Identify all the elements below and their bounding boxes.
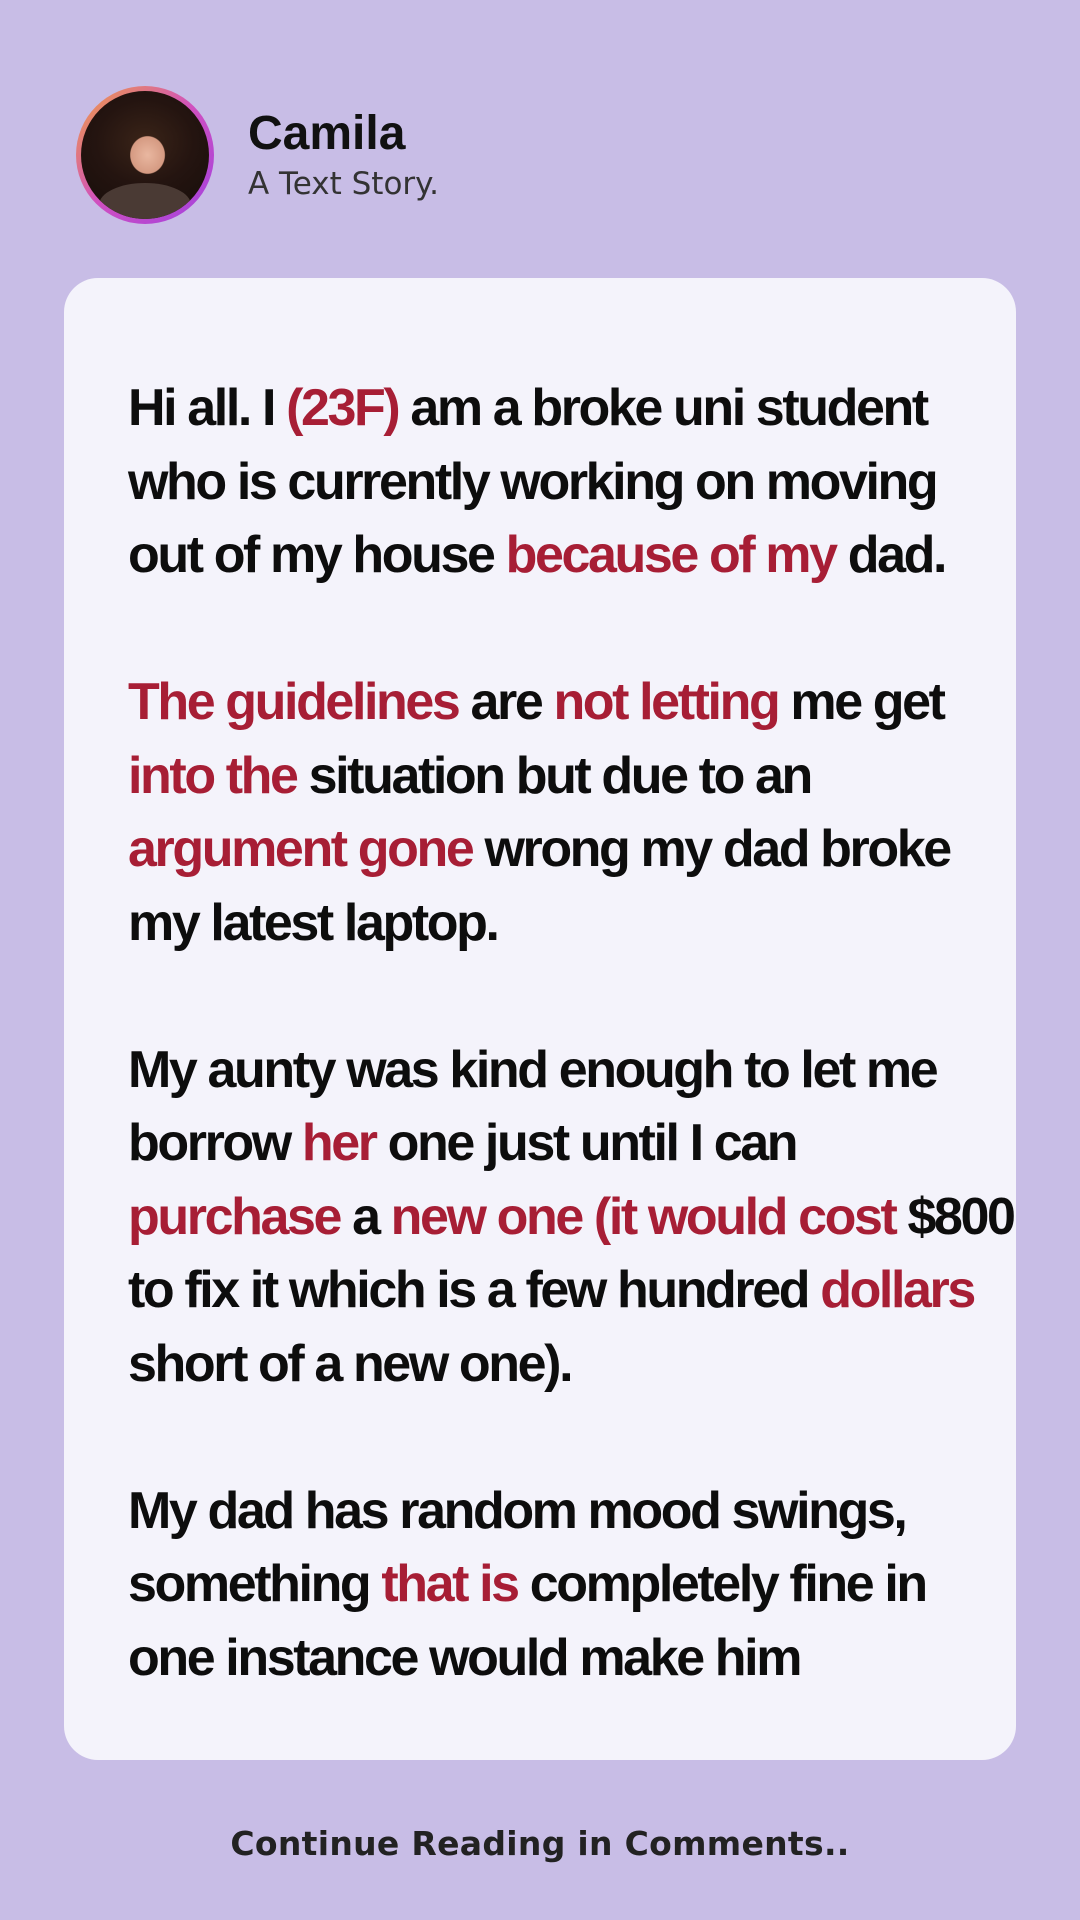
story-paragraph-1 <box>128 372 1018 593</box>
text-span: dad. <box>835 526 946 584</box>
text-span: me get <box>778 673 944 731</box>
author-info <box>248 106 439 204</box>
highlight-span: her <box>301 1114 376 1172</box>
text-span: My aunty was kind enough to let me borrow <box>128 1040 937 1172</box>
text-span: wrong my dad broke my latest laptop. <box>128 820 950 952</box>
highlight-span: into the <box>128 746 297 805</box>
highlight-span: not letting <box>553 673 779 731</box>
highlight-span: new one (it would cost <box>390 1187 896 1246</box>
text-span: am a broke uni student who is currently working on moving out of my house <box>128 379 937 584</box>
story-card <box>64 278 1016 1760</box>
text-span: a <box>340 1187 391 1246</box>
text-span: Hi all. I <box>128 379 287 437</box>
story-paragraph-4 <box>128 1475 1018 1696</box>
highlight-span: dollars <box>820 1261 974 1319</box>
avatar[interactable] <box>76 86 214 224</box>
text-span: short of a new one). <box>128 1334 572 1393</box>
highlight-span: (23F) <box>286 379 399 437</box>
text-span: one just until I can <box>375 1114 797 1172</box>
highlight-span: The guidelines <box>128 673 459 731</box>
story-paragraph-2 <box>128 666 1018 960</box>
highlight-span: because of my <box>505 526 836 584</box>
highlight-span: argument gone <box>128 820 473 878</box>
text-span: $800 to fix it which is a few hundred <box>128 1187 1014 1319</box>
story-paragraph-3 <box>128 1034 1018 1402</box>
text-span: completely fine in one instance would make him <box>128 1555 926 1687</box>
profile-photo <box>81 91 209 219</box>
highlight-span: purchase <box>128 1187 341 1246</box>
author-name[interactable]: Camila <box>248 107 406 160</box>
text-span: My dad has random mood swings, something <box>128 1481 906 1613</box>
story-header <box>76 86 439 224</box>
text-span: situation but due to an <box>296 746 811 805</box>
continue-reading-link[interactable]: Continue Reading in Comments.. <box>230 1824 850 1863</box>
story-text <box>128 372 1018 1695</box>
text-span: are <box>458 673 554 731</box>
story-subtitle: A Text Story. <box>248 166 439 202</box>
highlight-span: that is <box>381 1555 518 1613</box>
